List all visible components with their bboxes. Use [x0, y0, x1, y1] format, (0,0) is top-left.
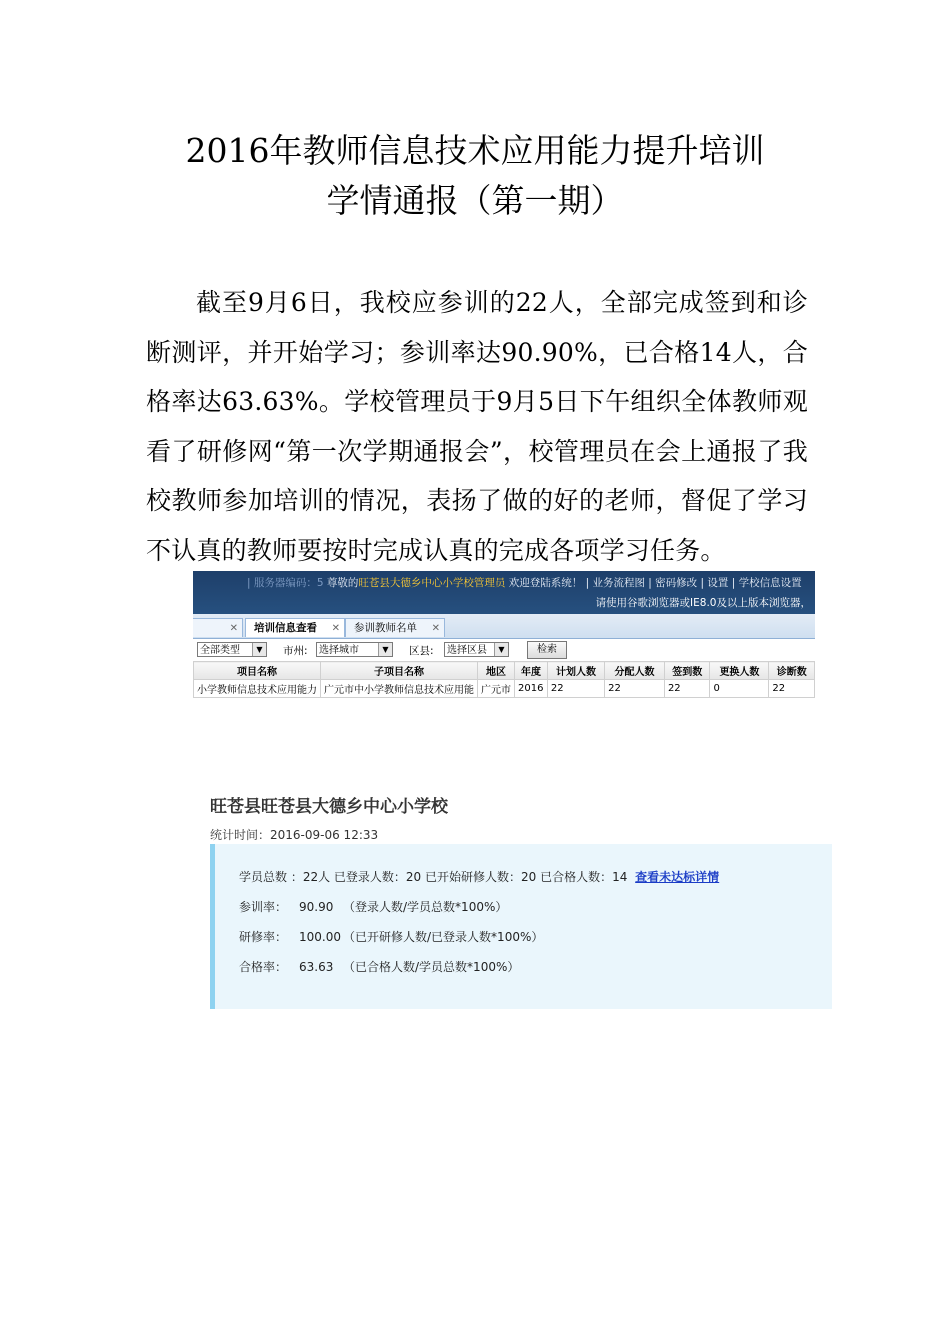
page-title-line2: 学情通报（第一期）	[326, 181, 624, 220]
type-select[interactable]	[197, 642, 267, 657]
close-icon[interactable]: ✕	[431, 623, 440, 634]
col-planned[interactable]: 计划人数	[547, 662, 604, 680]
county-select-value: 选择区县	[447, 645, 487, 656]
view-unqualified-link[interactable]: 查看未达标详情	[635, 870, 720, 884]
current-user: 旺苍县大德乡中心小学校管理员	[358, 577, 506, 589]
col-region[interactable]: 地区	[478, 662, 515, 680]
chevron-down-icon: ▼	[252, 643, 266, 656]
stat-value: 100.00	[299, 930, 342, 944]
city-label: 市州:	[283, 645, 308, 657]
stat-formula: （已合格人数/学员总数*100%）	[343, 960, 520, 974]
col-signed-in[interactable]: 签到数	[664, 662, 710, 680]
browser-notice: 请使用谷歌浏览器或IE8.0及以上版本浏览器，	[595, 597, 811, 609]
greeting-suffix: 欢迎登陆系统！	[508, 577, 583, 589]
stat-row-participation	[239, 898, 507, 915]
table-row[interactable]	[194, 680, 815, 698]
filter-bar	[193, 639, 815, 661]
cell-replaced: 0	[710, 680, 769, 698]
school-name: 旺苍县旺苍县大德乡中心小学校	[210, 797, 448, 817]
system-header	[193, 571, 815, 614]
county-label: 区县:	[409, 645, 434, 657]
training-table	[193, 661, 815, 698]
report-paragraph: 截至9月6日，我校应参训的22人，全部完成签到和诊断测评，并开始学习；参训率达90.90%，已合格14人，合格率达63.63%。学校管理员于9月5日下午组织全体教师观看了研修网“第一次学期通报会”，校管理员在会上通报了我校教师参加培训的情况，表扬了做的好的老师，督促了学习不认真的教师要按时完成认真的完成各项学习任务。	[146, 288, 808, 565]
cell-year: 2016	[515, 680, 548, 698]
close-icon[interactable]: ✕	[229, 623, 238, 634]
stat-value: 90.90	[299, 900, 334, 914]
cell-diagnosed: 22	[769, 680, 815, 698]
page-title-line1: 2016年教师信息技术应用能力提升培训	[185, 131, 765, 170]
table-header-row	[194, 662, 815, 680]
tab-label: 培训信息查看	[254, 622, 317, 634]
greeting-prefix: 尊敬的	[326, 577, 359, 589]
city-select[interactable]	[316, 642, 393, 657]
cell-subproject: 广元市中小学教师信息技术应用能	[321, 680, 478, 698]
stat-row-pass	[239, 958, 519, 975]
stats-summary: 学员总数 ：22人 已登录人数：20 已开始研修人数：20 已合格人数：14	[239, 870, 628, 884]
tab-teacher-list[interactable]	[345, 618, 445, 637]
cell-signed-in: 22	[664, 680, 710, 698]
col-diagnosed[interactable]: 诊断数	[769, 662, 815, 680]
col-replaced[interactable]: 更换人数	[710, 662, 769, 680]
stat-formula: （已开研修人数/已登录人数*100%）	[343, 930, 544, 944]
cell-project: 小学教师信息技术应用能力	[194, 680, 321, 698]
stats-summary-line	[239, 868, 719, 885]
col-year[interactable]: 年度	[515, 662, 548, 680]
cell-region: 广元市	[478, 680, 515, 698]
col-project[interactable]: 项目名称	[194, 662, 321, 680]
stat-value: 63.63	[299, 960, 334, 974]
chevron-down-icon: ▼	[378, 643, 392, 656]
search-button[interactable]: 检索	[527, 641, 567, 659]
tab-label: 参训教师名单	[354, 622, 417, 634]
cell-assigned: 22	[605, 680, 665, 698]
stat-label: 参训率：	[239, 900, 288, 914]
stat-formula: （登录人数/学员总数*100%）	[343, 900, 508, 914]
cell-planned: 22	[547, 680, 604, 698]
county-select[interactable]	[444, 642, 509, 657]
training-system-screenshot	[193, 571, 815, 701]
stat-row-study	[239, 928, 543, 945]
server-code: | 服务器编码：5	[247, 577, 324, 589]
stats-panel	[210, 844, 832, 1009]
city-select-value: 选择城市	[319, 645, 359, 656]
tab-previous[interactable]	[193, 618, 243, 637]
type-select-value: 全部类型	[200, 645, 240, 656]
tab-training-info[interactable]	[245, 618, 345, 637]
col-assigned[interactable]: 分配人数	[605, 662, 665, 680]
stat-label: 合格率：	[239, 960, 288, 974]
chevron-down-icon: ▼	[494, 643, 508, 656]
header-links[interactable]: | 业务流程图 | 密码修改 | 设置 | 学校信息设置	[585, 577, 802, 589]
header-welcome	[247, 575, 802, 590]
close-icon[interactable]: ✕	[331, 623, 340, 634]
col-subproject[interactable]: 子项目名称	[321, 662, 478, 680]
stat-label: 研修率：	[239, 930, 288, 944]
tab-bar	[193, 614, 815, 639]
stat-time: 统计时间：2016-09-06 12:33	[210, 828, 379, 842]
